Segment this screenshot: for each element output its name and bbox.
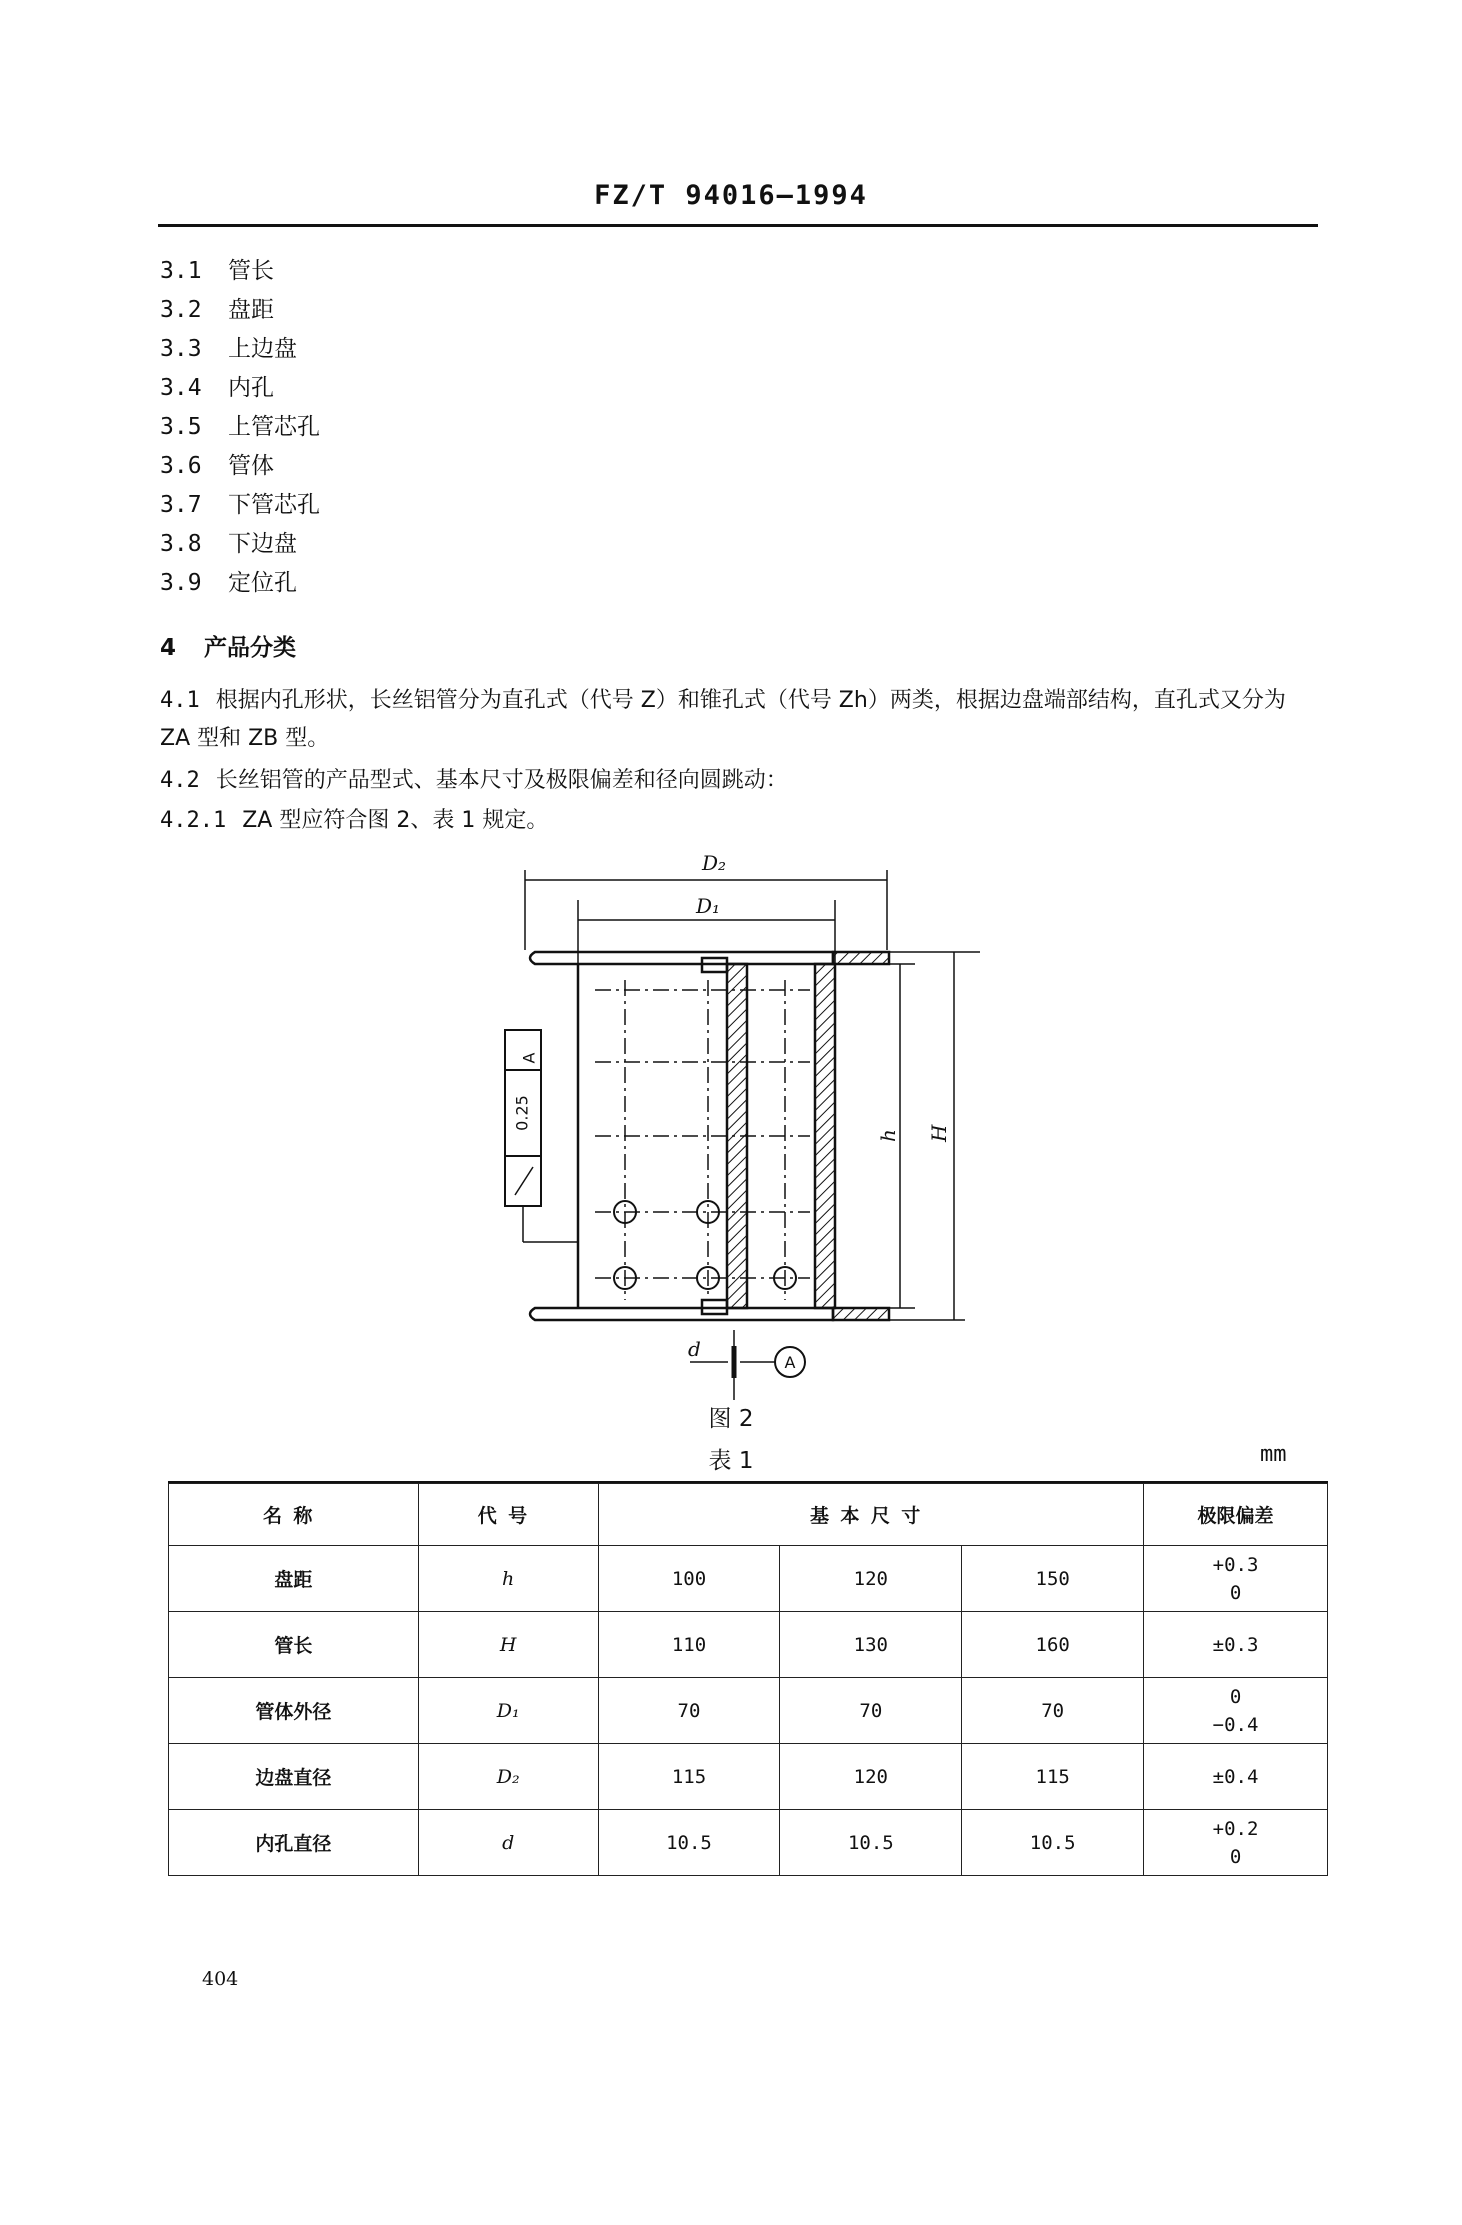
- row-code: D₂: [418, 1744, 598, 1810]
- clause-number: 4.2: [160, 768, 200, 793]
- row-value: 10.5: [962, 1810, 1144, 1876]
- table-header-row: [169, 1484, 1328, 1546]
- definition-item: [160, 256, 320, 295]
- header-name: 名称: [169, 1484, 419, 1546]
- row-name: 管体外径: [169, 1678, 419, 1744]
- row-code: D₁: [418, 1678, 598, 1744]
- header-basic-size: 基本尺寸: [598, 1484, 1144, 1546]
- datum-box-label: A: [519, 1052, 539, 1064]
- definition-item: [160, 490, 320, 529]
- row-name: 管长: [169, 1612, 419, 1678]
- definition-number: 3.5: [160, 414, 202, 440]
- definition-item: [160, 529, 320, 568]
- definition-item: [160, 295, 320, 334]
- tolerance-lower: −0.4: [1212, 1713, 1259, 1736]
- tolerance-lower: 0: [1229, 1845, 1242, 1868]
- za-type-tube-drawing: [440, 840, 1040, 1400]
- row-value: 70: [598, 1678, 780, 1744]
- table-row: [169, 1810, 1328, 1876]
- row-value: 130: [780, 1612, 962, 1678]
- row-tolerance: [1144, 1546, 1328, 1612]
- definition-term: 下边盘: [228, 531, 297, 557]
- row-value: 150: [962, 1546, 1144, 1612]
- runout-tolerance-value: 0.25: [512, 1095, 532, 1131]
- row-tolerance: ±0.4: [1144, 1744, 1328, 1810]
- row-code: H: [418, 1612, 598, 1678]
- definition-number: 3.7: [160, 492, 202, 518]
- table-caption: 表 1: [708, 1448, 754, 1474]
- tolerance-upper: 0: [1229, 1685, 1242, 1708]
- row-tolerance: [1144, 1678, 1328, 1744]
- definition-item: [160, 451, 320, 490]
- definition-item: [160, 373, 320, 412]
- section-number: 4: [160, 635, 177, 661]
- row-value: 120: [780, 1546, 962, 1612]
- header-tolerance: 极限偏差: [1144, 1484, 1328, 1546]
- definition-number: 3.9: [160, 570, 202, 596]
- definition-number: 3.8: [160, 531, 202, 557]
- row-name: 内孔直径: [169, 1810, 419, 1876]
- datum-circle-label: A: [784, 1353, 796, 1372]
- clause-text: ZA 型应符合图 2、表 1 规定。: [242, 808, 549, 833]
- row-name: 盘距: [169, 1546, 419, 1612]
- table-unit: mm: [1260, 1442, 1287, 1467]
- row-value: 10.5: [780, 1810, 962, 1876]
- table-row: [169, 1678, 1328, 1744]
- row-tolerance: ±0.3: [1144, 1612, 1328, 1678]
- clause-4-2: [160, 762, 1320, 800]
- definition-term: 上管芯孔: [228, 414, 320, 440]
- definition-term: 管体: [228, 453, 274, 479]
- definition-term: 定位孔: [228, 570, 297, 596]
- header-code: 代号: [418, 1484, 598, 1546]
- d-label: d: [688, 1337, 701, 1361]
- row-value: 160: [962, 1612, 1144, 1678]
- row-value: 70: [962, 1678, 1144, 1744]
- standard-code-header: FZ/T 94016—1994: [594, 180, 868, 211]
- row-value: 10.5: [598, 1810, 780, 1876]
- tolerance-lower: 0: [1229, 1581, 1242, 1604]
- definition-term: 盘距: [228, 297, 274, 323]
- row-value: 115: [962, 1744, 1144, 1810]
- section-4-heading: [160, 629, 296, 662]
- row-value: 120: [780, 1744, 962, 1810]
- figure-caption: 图 2: [708, 1406, 754, 1432]
- definition-term: 管长: [228, 258, 274, 284]
- definition-term: 上边盘: [228, 336, 297, 362]
- clause-4-1: [160, 682, 1320, 758]
- definition-item: [160, 568, 320, 607]
- clause-text: 长丝铝管的产品型式、基本尺寸及极限偏差和径向圆跳动：: [215, 768, 788, 793]
- row-value: 100: [598, 1546, 780, 1612]
- clause-number: 4.1: [160, 688, 200, 713]
- table-row: [169, 1744, 1328, 1810]
- table-row: [169, 1612, 1328, 1678]
- row-value: 110: [598, 1612, 780, 1678]
- section-title: 产品分类: [204, 635, 296, 661]
- dimension-table: [168, 1483, 1328, 1876]
- row-tolerance: [1144, 1810, 1328, 1876]
- table-row: [169, 1546, 1328, 1612]
- page-number: 404: [202, 1968, 239, 1990]
- definition-term: 内孔: [228, 375, 274, 401]
- header-rule: [158, 224, 1318, 227]
- d2-label: D₂: [702, 851, 727, 875]
- clause-number: 4.2.1: [160, 808, 227, 833]
- definition-item: [160, 412, 320, 451]
- tolerance-upper: +0.2: [1212, 1817, 1259, 1840]
- h-label: h: [876, 1129, 900, 1142]
- definition-list: [160, 256, 320, 607]
- row-value: 70: [780, 1678, 962, 1744]
- tolerance-upper: +0.3: [1212, 1553, 1259, 1576]
- H-label: H: [927, 1124, 951, 1142]
- definition-number: 3.1: [160, 258, 202, 284]
- d1-label: D₁: [696, 894, 721, 918]
- row-name: 边盘直径: [169, 1744, 419, 1810]
- definition-number: 3.4: [160, 375, 202, 401]
- definition-number: 3.2: [160, 297, 202, 323]
- row-code: d: [418, 1810, 598, 1876]
- clause-4-2-1: [160, 802, 1320, 840]
- definition-number: 3.6: [160, 453, 202, 479]
- definition-term: 下管芯孔: [228, 492, 320, 518]
- clause-text: 根据内孔形状，长丝铝管分为直孔式（代号 Z）和锥孔式（代号 Zh）两类，根据边盘端部结构，直孔式又分为 ZA 型和 ZB 型。: [160, 688, 1286, 751]
- row-value: 115: [598, 1744, 780, 1810]
- definition-number: 3.3: [160, 336, 202, 362]
- row-code: h: [418, 1546, 598, 1612]
- definition-item: [160, 334, 320, 373]
